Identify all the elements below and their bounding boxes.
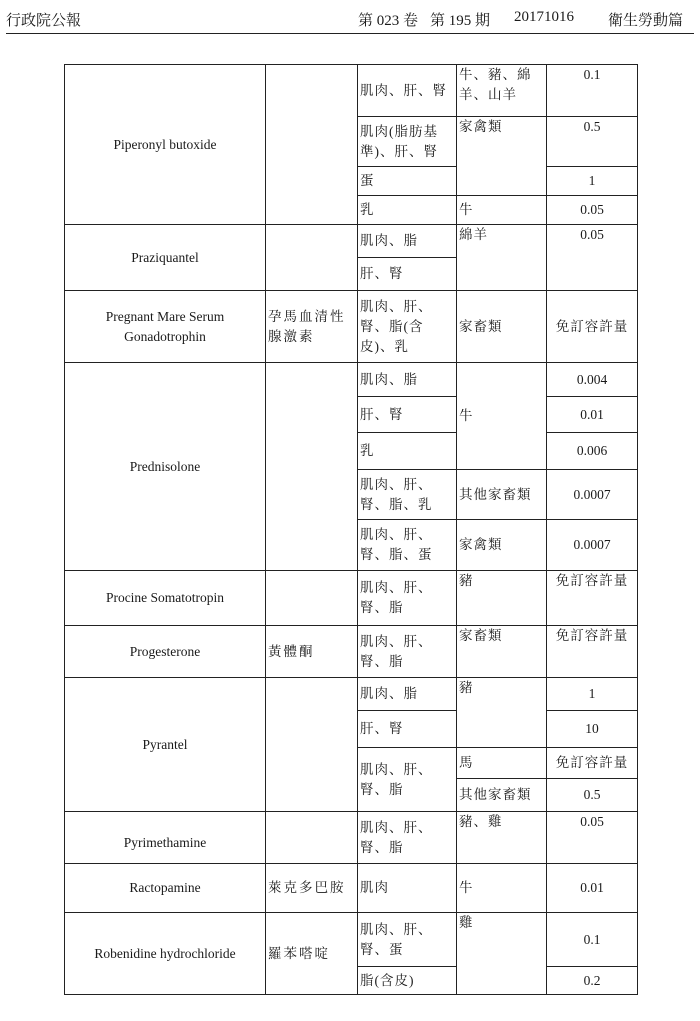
limit-value: 0.05	[547, 225, 638, 291]
tissue-cell: 肝、腎	[358, 397, 457, 433]
tissue-cell: 脂(含皮)	[358, 967, 457, 995]
species-cell: 綿羊	[457, 225, 547, 291]
limit-value: 1	[547, 678, 638, 711]
limit-value: 0.0007	[547, 470, 638, 520]
tissue-cell: 肌肉、肝、腎、蛋	[358, 913, 457, 967]
drug-chinese-name	[266, 812, 358, 864]
species-cell: 家畜類	[457, 626, 547, 678]
drug-name: Procine Somatotropin	[65, 571, 266, 626]
table-row	[65, 864, 638, 913]
tissue-cell: 肌肉	[358, 864, 457, 913]
species-cell: 其他家畜類	[457, 779, 547, 812]
species-cell: 其他家畜類	[457, 470, 547, 520]
tissue-cell: 乳	[358, 196, 457, 225]
table-row	[65, 363, 638, 397]
species-cell: 牛、豬、綿羊、山羊	[457, 65, 547, 117]
gazette-name: 行政院公報	[6, 13, 82, 29]
tissue-cell: 肌肉、肝、腎、脂	[358, 626, 457, 678]
species-cell: 馬	[457, 748, 547, 779]
drug-chinese-name	[266, 678, 358, 812]
limit-value: 10	[547, 711, 638, 748]
tissue-cell: 肌肉、肝、腎、脂(含皮)、乳	[358, 291, 457, 363]
table-row	[65, 913, 638, 967]
species-cell: 豬、雞	[457, 812, 547, 864]
species-cell: 豬	[457, 678, 547, 748]
limit-value: 1	[547, 167, 638, 196]
tissue-cell: 肌肉、肝、腎、脂	[358, 571, 457, 626]
drug-name: Progesterone	[65, 626, 266, 678]
species-cell: 豬	[457, 571, 547, 626]
header-rule	[6, 33, 694, 34]
tissue-cell: 肌肉、脂	[358, 678, 457, 711]
limit-value: 0.05	[547, 812, 638, 864]
drug-chinese-name: 黃體酮	[266, 626, 358, 678]
limit-value: 0.006	[547, 433, 638, 470]
tissue-cell: 乳	[358, 433, 457, 470]
limit-value: 0.1	[547, 65, 638, 117]
drug-name: Pregnant Mare Serum Gonadotrophin	[65, 291, 266, 363]
species-cell: 牛	[457, 196, 547, 225]
drug-name: Pyrantel	[65, 678, 266, 812]
table-row	[65, 225, 638, 258]
limit-value: 0.01	[547, 864, 638, 913]
tissue-cell: 肌肉、肝、腎	[358, 65, 457, 117]
limit-value: 0.5	[547, 117, 638, 167]
species-cell: 雞	[457, 913, 547, 995]
species-cell: 牛	[457, 864, 547, 913]
limit-value: 0.05	[547, 196, 638, 225]
drug-chinese-name	[266, 571, 358, 626]
species-cell: 家畜類	[457, 291, 547, 363]
drug-name: Piperonyl butoxide	[65, 65, 266, 225]
species-cell: 家禽類	[457, 520, 547, 571]
drug-name: Pyrimethamine	[65, 812, 266, 864]
table-row	[65, 571, 638, 626]
limit-value: 免訂容許量	[547, 571, 638, 626]
limit-value: 0.0007	[547, 520, 638, 571]
tissue-cell: 肌肉、肝、腎、脂	[358, 748, 457, 812]
tissue-cell: 肌肉、脂	[358, 225, 457, 258]
residue-limit-table	[64, 64, 638, 995]
species-cell: 家禽類	[457, 117, 547, 196]
drug-chinese-name	[266, 65, 358, 225]
table-row	[65, 65, 638, 117]
table-row	[65, 291, 638, 363]
limit-value: 0.01	[547, 397, 638, 433]
limit-value: 0.1	[547, 913, 638, 967]
drug-chinese-name: 孕馬血清性腺激素	[266, 291, 358, 363]
drug-chinese-name	[266, 225, 358, 291]
limit-value: 免訂容許量	[547, 291, 638, 363]
tissue-cell: 肌肉、肝、腎、脂、乳	[358, 470, 457, 520]
limit-value: 免訂容許量	[547, 626, 638, 678]
drug-name: Praziquantel	[65, 225, 266, 291]
issue-date: 20171016	[514, 9, 574, 25]
drug-chinese-name: 羅苯嗒啶	[266, 913, 358, 995]
table-row	[65, 812, 638, 864]
drug-name: Prednisolone	[65, 363, 266, 571]
limit-value: 0.004	[547, 363, 638, 397]
table-row	[65, 678, 638, 711]
drug-chinese-name: 萊克多巴胺	[266, 864, 358, 913]
tissue-cell: 肌肉、脂	[358, 363, 457, 397]
limit-value: 0.2	[547, 967, 638, 995]
tissue-cell: 肝、腎	[358, 258, 457, 291]
species-cell: 牛	[457, 363, 547, 470]
drug-name: Robenidine hydrochloride	[65, 913, 266, 995]
drug-chinese-name	[266, 363, 358, 571]
tissue-cell: 蛋	[358, 167, 457, 196]
issue-number: 第 195 期	[430, 13, 491, 29]
tissue-cell: 肝、腎	[358, 711, 457, 748]
tissue-cell: 肌肉、肝、腎、脂、蛋	[358, 520, 457, 571]
page-header	[0, 0, 700, 34]
drug-name: Ractopamine	[65, 864, 266, 913]
tissue-cell: 肌肉(脂肪基準)、肝、腎	[358, 117, 457, 167]
section-name: 衛生勞動篇	[608, 13, 684, 29]
limit-value: 0.5	[547, 779, 638, 812]
volume-number: 第 023 卷	[358, 13, 419, 29]
limit-value: 免訂容許量	[547, 748, 638, 779]
table-row	[65, 626, 638, 678]
tissue-cell: 肌肉、肝、腎、脂	[358, 812, 457, 864]
